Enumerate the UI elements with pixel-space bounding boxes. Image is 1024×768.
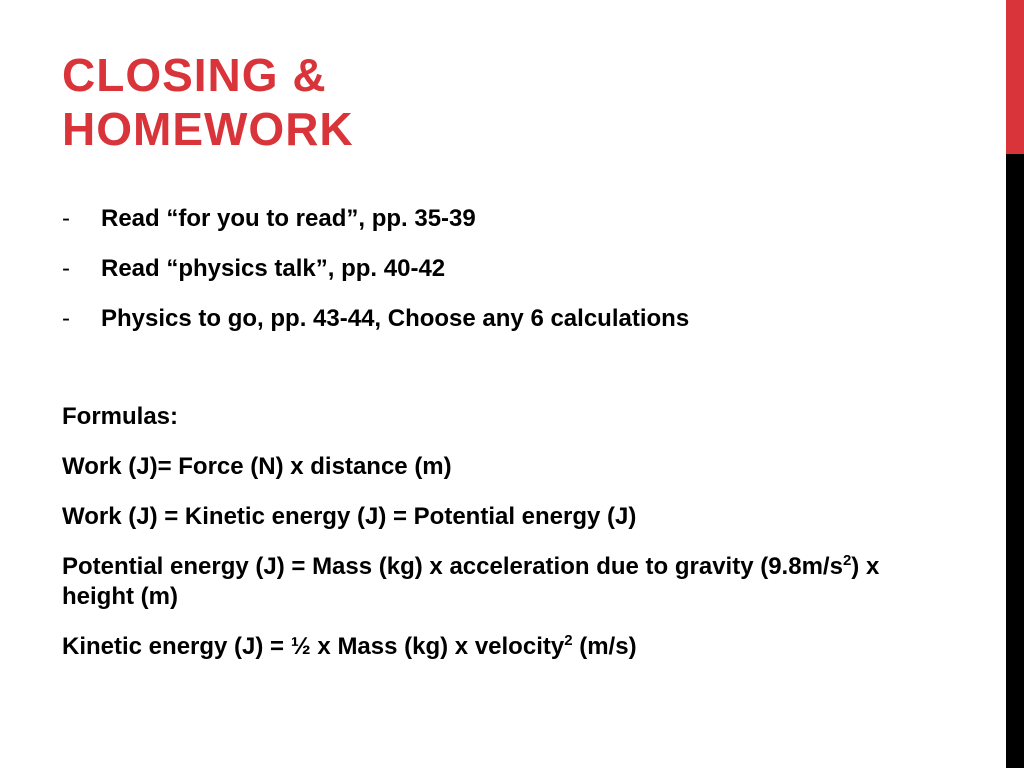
edge-bar-accent xyxy=(1006,0,1024,154)
formula-potential-energy xyxy=(62,552,902,612)
formula-energy-equivalence: Work (J) = Kinetic energy (J) = Potential energy (J) xyxy=(62,503,637,530)
formulas-heading: Formulas: xyxy=(62,403,179,430)
bullet-dash: - xyxy=(62,305,70,332)
bullet-dash: - xyxy=(62,255,70,282)
formula-kinetic-exponent: 2 xyxy=(564,632,573,649)
formula-work: Work (J)= Force (N) x distance (m) xyxy=(62,453,452,480)
slide-title-line-2: HOMEWORK xyxy=(62,103,354,155)
formulas-section xyxy=(62,402,902,682)
formula-kinetic-energy xyxy=(62,632,902,662)
homework-item-text: Physics to go, pp. 43-44, Choose any 6 calculations xyxy=(101,305,690,332)
formula-potential-exponent: 2 xyxy=(842,552,852,569)
homework-item xyxy=(62,255,962,283)
formula-kinetic-text-end: (m/s) xyxy=(572,633,637,660)
edge-bar-dark xyxy=(1006,154,1024,768)
homework-list xyxy=(62,205,962,355)
slide-title-line-1: CLOSING & xyxy=(62,49,327,101)
homework-item-text: Read “physics talk”, pp. 40-42 xyxy=(101,255,446,282)
slide-title xyxy=(62,48,354,156)
formula-potential-text: Potential energy (J) = Mass (kg) x acceleration due to gravity (9.8m/s xyxy=(62,553,843,580)
homework-item-text: Read “for you to read”, pp. 35-39 xyxy=(101,205,476,232)
bullet-dash: - xyxy=(62,205,70,232)
homework-item xyxy=(62,305,962,333)
formula-kinetic-text: Kinetic energy (J) = ½ x Mass (kg) x velocity xyxy=(62,633,565,660)
slide-edge-bar xyxy=(1006,0,1024,768)
homework-item xyxy=(62,205,962,233)
formula-potential-text-end: ) x height (m) xyxy=(62,553,880,610)
